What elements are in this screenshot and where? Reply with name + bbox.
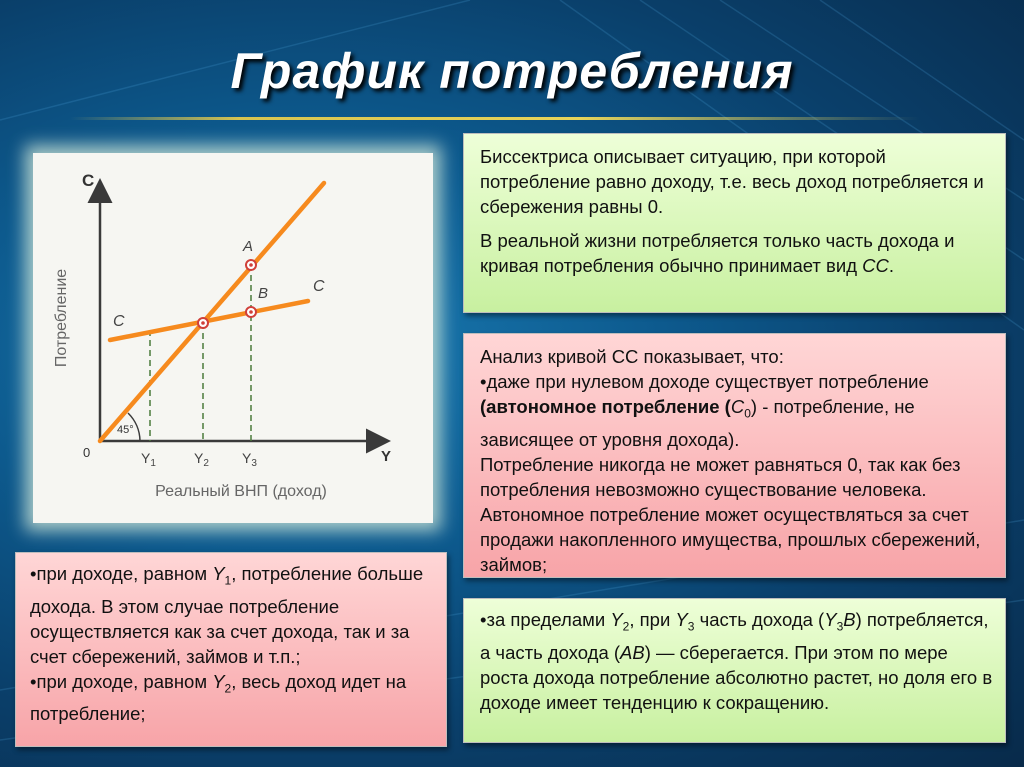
zero-income-line: •даже при нулевом доходе существует потребление [480, 371, 929, 392]
point-a-label: A [243, 238, 254, 255]
autonomous-definition: ) - потребление, не зависящее от уровня дохода). [480, 396, 915, 450]
y2-subscript: 2 [224, 681, 232, 696]
autonomous-consumption-line [480, 394, 995, 452]
x-axis-title: Реальный ВНП (доход) [155, 483, 327, 500]
tick-y2: $Y_2$ [194, 450, 209, 469]
analysis-intro: Анализ кривой СС показывает, что: [480, 346, 784, 367]
origin-label: 0 [83, 445, 91, 460]
curve-label-right: C [313, 278, 325, 295]
savings-text-2: , при [629, 609, 676, 630]
savings-text-4: ) потребляется, а часть дохода ( [480, 609, 989, 663]
case-y1 [30, 561, 438, 669]
y-axis-title: Потребление [53, 268, 70, 368]
consumption-chart [33, 153, 433, 523]
savings-text-5: ) — сберегается. При этом по мере роста дохода потребление абсолютно растет, но доля его в доходе имеет тенденцию к сокращению. [480, 641, 993, 713]
y1-subscript: 1 [224, 573, 232, 588]
savings-text-3: часть дохода ( [694, 609, 825, 630]
ab-symbol: AB [620, 641, 645, 663]
tick-y1: $Y_1$ [141, 450, 156, 469]
consumption-line-cc [110, 301, 308, 340]
y-axis-letter: C [82, 171, 95, 190]
point-b-label: B [258, 285, 269, 302]
y2-symbol: Y [212, 670, 225, 692]
y1-symbol: Y [212, 563, 225, 584]
x-axis-letter: Y [381, 448, 392, 465]
real-life-text: В реальной жизни потребляется только часть дохода и кривая потребления обычно принимает вид [480, 230, 955, 276]
savings-box [463, 598, 1006, 743]
tick-y3: $Y_3$ [242, 450, 257, 469]
bisector-paragraph: Биссектриса описывает ситуацию, при которой потребление равно доходу, т.е. весь доход потребляется и сбережения равны 0. [480, 146, 984, 217]
income-cases-box [15, 552, 447, 747]
real-life-paragraph [480, 228, 993, 278]
y3-subscript: 3 [687, 619, 695, 634]
savings-paragraph [480, 607, 995, 715]
y3-symbol: Y [675, 609, 688, 630]
title-underline [70, 117, 920, 120]
slide-title: График потребления [230, 43, 794, 99]
point-a-dot [249, 263, 253, 267]
period: . [888, 255, 895, 276]
y3b-symbol: Y [824, 609, 837, 630]
y2-symbol: Y [610, 609, 623, 630]
b-symbol: B [843, 609, 856, 630]
y2-subscript: 2 [622, 619, 630, 634]
chart-svg [33, 153, 433, 523]
point-b-dot [249, 310, 253, 314]
never-zero-paragraph: Потребление никогда не может равняться 0, так как без потребления невозможно существование человека. Автономное потребление может осуществляться за счет продажи накопленного имущества, прошлых сбережений, займов; [480, 453, 981, 575]
cc-analysis-box [463, 333, 1006, 578]
y3b-subscript: 3 [836, 619, 844, 634]
curve-label-left: C [113, 313, 125, 330]
case-y1-text-start: •при доходе, равном [30, 563, 213, 584]
bisector-explanation-box [463, 133, 1006, 313]
autonomous-term: (автономное потребление ( [480, 396, 731, 417]
c0-subscript: 0 [744, 406, 751, 421]
savings-text-1: •за пределами [480, 609, 611, 630]
intersection-point-dot [201, 321, 205, 325]
case-y2-text-start: •при доходе, равном [30, 670, 213, 692]
bisector-line [100, 183, 324, 441]
angle-label: 45° [117, 424, 134, 436]
cc-term: СС [862, 255, 889, 276]
case-y2 [30, 669, 438, 727]
c0-symbol: C [730, 396, 745, 417]
case-y1-text-end: , потребление больше дохода. В этом случае потребление осуществляется как за счет дохода, так и за счет сбережений, займов и т.п.; [30, 563, 424, 667]
case-y2-text-end: , весь доход идет на потребление; [30, 670, 407, 725]
